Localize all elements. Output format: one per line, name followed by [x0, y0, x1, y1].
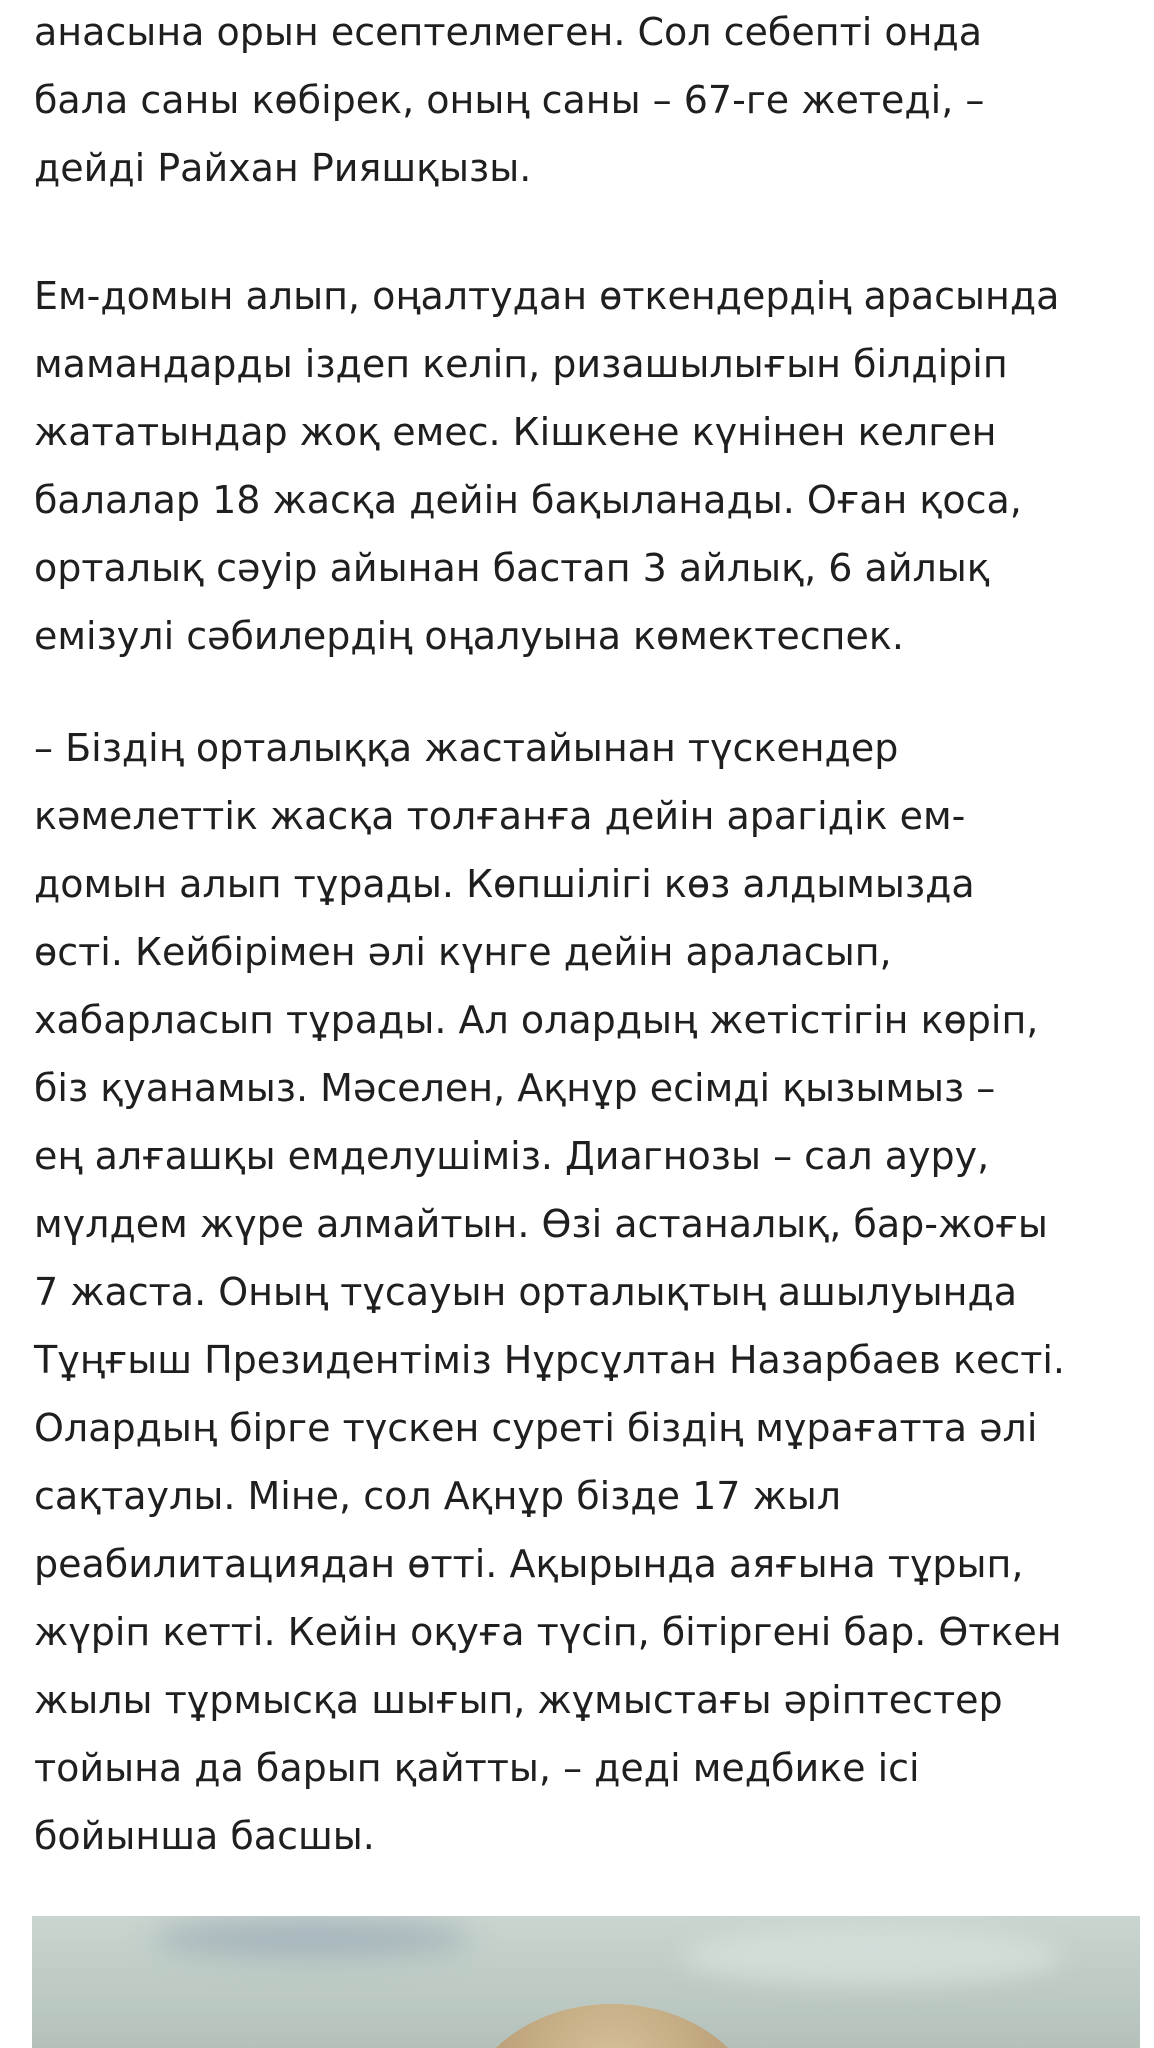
photo-background-blur: [152, 1918, 472, 1958]
article-paragraph: Ем-домын алып, оңалтудан өткендердің арасында мамандарды іздеп келіп, ризашылығын білдіріп жататындар жоқ емес. Кішкене күнінен келген балалар 18 жасқа дейін бақыланады. Оған қоса, орталық сәуір айынан бастап 3 айлық, 6 айлық емізулі сәбилердің оңалуына көмектеспек.: [34, 274, 1060, 658]
article-paragraph: анасына орын есептелмеген. Сол себепті онда бала саны көбірек, оның саны – 67-ге жетеді, – дейді Райхан Рияшқызы.: [34, 10, 985, 190]
article-paragraph: – Біздің орталыққа жастайынан түскендер кәмелеттік жасқа толғанға дейін арагідік ем- домын алып тұрады. Көпшілігі көз алдымызда өсті. Кейбірімен әлі күнге дейін араласып, хабарласып тұрады. Ал олардың жетістігін көріп, біз қуанамыз. Мәселен, Ақнұр есімді қызымыз – ең алғашқы емделушіміз. Диагнозы – сал ауру, мүлдем жүре алмайтын. Өзі астаналық, бар-жоғы 7 жаста. Оның тұсауын орталықтың ашылуында Тұңғыш Президентіміз Нұрсұлтан Назарбаев кесті. Олардың бірге түскен суреті біздің мұрағатта әлі сақтаулы. Міне, сол Ақнұр бізде 17 жыл реабилитациядан өтті. Ақырында аяғына тұрып, жүріп кетті. Кейін оқуға түсіп, бітіргені бар. Өткен жылы тұрмысқа шығып, жұмыстағы әріптестер тойына да барып қайтты, – деді медбике ісі бойынша басшы.: [34, 726, 1066, 1858]
photo-subject-head: [462, 2004, 762, 2048]
article-photo[interactable]: [32, 1916, 1140, 2048]
photo-background-blur: [682, 1926, 1062, 1986]
